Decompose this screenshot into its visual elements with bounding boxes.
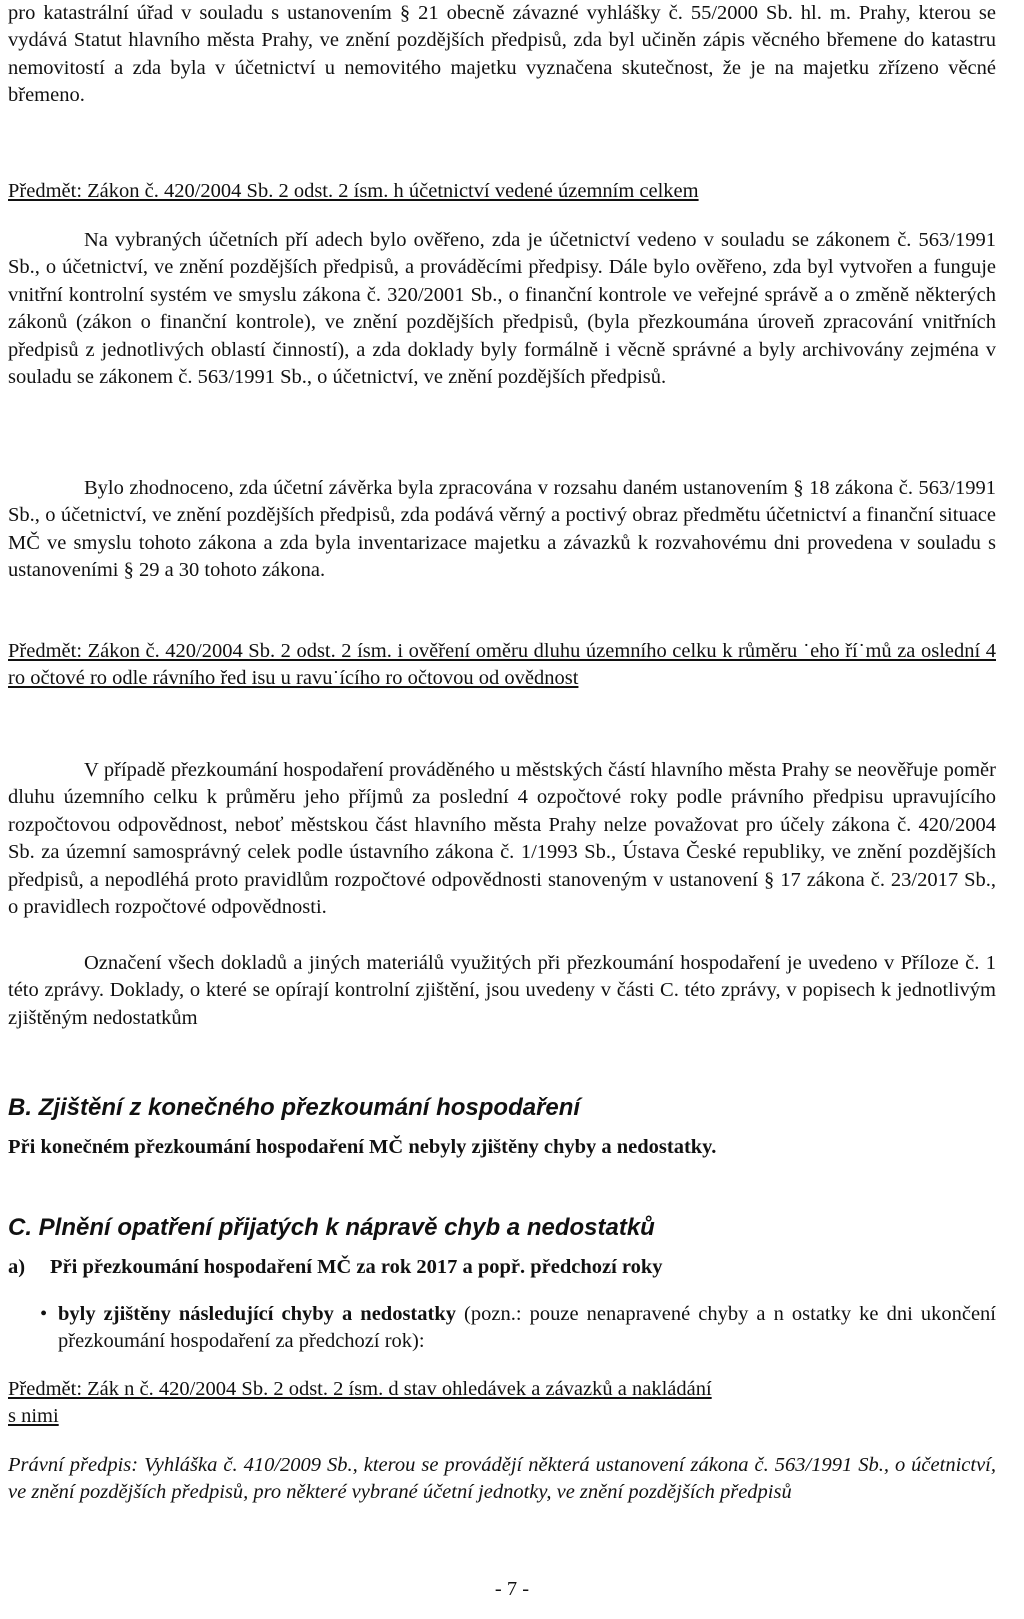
subject-h-text: Předmět: Zákon č. 420/2004 Sb. 2 odst. 2 ísm. h účetnictví vedené územním celkem xyxy=(8,180,699,202)
bullet-dot: • xyxy=(40,1303,48,1325)
legal-basis: Právní předpis: Vyhláška č. 410/2009 Sb., kterou se provádějí některá ustanovení zákona č. 563/1991 Sb., o účetnictví, ve znění pozdějších předpisů, pro některé vybrané účetní jednotky, ve znění pozdějších předpisů xyxy=(8,1454,996,1504)
paragraph-financial-statement: Bylo zhodnoceno, zda účetní závěrka byla zpracována v rozsahu daném ustanovením § 18 zákona č. 563/1991 Sb., o účetnictví, ve znění pozdějších předpisů, zda podává věrný a poctivý obraz předmětu účetnictví a finanční situace MČ ve smyslu tohoto zákona a zda byla inventarizace majetku a závazků k rozvahovému dni provedena v souladu s ustanoveními § 29 a 30 tohoto zákona. xyxy=(8,477,996,582)
section-heading-c: C. Plnění opatření přijatých k nápravě chyb a nedostatků xyxy=(8,1214,655,1241)
subject-i: Předmět: Zákon č. 420/2004 Sb. 2 odst. 2 ísm. i ověření oměru dluhu územního celku k růměru ˙eho ří˙mů za oslední 4 ro očtové ro odle rávního řed isu u ravu˙ícího ro očtovou od ovědnost xyxy=(8,640,996,690)
page-number: - 7 - xyxy=(494,1578,530,1600)
paragraph-documents: Označení všech dokladů a jiných materiálů využitých při přezkoumání hospodaření je uvedeno v Příloze č. 1 této zprávy. Doklady, o které se opírají kontrolní zjištění, jsou uvedeny v části C. této zprávy, v popisech k jednotlivým zjištěným nedostatkům xyxy=(8,952,996,1029)
bullet-item xyxy=(8,1301,996,1356)
item-a-label: a) xyxy=(8,1256,26,1278)
item-a xyxy=(8,1254,996,1281)
bullet-bold-text: byly zjištěny následující chyby a nedostatky xyxy=(58,1303,456,1325)
subject-d-continued: s nimi xyxy=(8,1405,59,1428)
finding-b: Při konečném přezkoumání hospodaření MČ nebyly zjištěny chyby a nedostatky. xyxy=(8,1136,717,1158)
subject-d-text: Předmět: Zák n č. 420/2004 Sb. 2 odst. 2 ísm. d stav ohledávek a závazků a nakládání xyxy=(8,1378,712,1400)
subject-h xyxy=(8,178,996,205)
subject-d xyxy=(8,1376,996,1431)
item-a-text: Při přezkoumání hospodaření MČ za rok 2017 a popř. předchozí roky xyxy=(50,1256,663,1278)
paragraph-debt-ratio: V případě přezkoumání hospodaření prováděného u městských částí hlavního města Prahy se neověřuje poměr dluhu územního celku k průměru jeho příjmů za poslední 4 ozpočtové roky podle právního předpisu upravujícího rozpočtovou odpovědnost, neboť městskou část hlavního města Prahy nelze považovat pro účely zákona č. 420/2004 Sb. za územní samosprávný celek podle ústavního zákona č. 1/1993 Sb., Ústava České republiky, ve znění pozdějších předpisů, a nepodléhá proto pravidlům rozpočtové odpovědnosti stanoveným v ustanovení § 17 zákona č. 23/2017 Sb., o pravidlech rozpočtové odpovědnosti. xyxy=(8,759,996,919)
paragraph-accounting: Na vybraných účetních pří adech bylo ověřeno, zda je účetnictví vedeno v souladu se zákonem č. 563/1991 Sb., o účetnictví, ve znění pozdějších předpisů, a prováděcími předpisy. Dále bylo ověřeno, zda byl vytvořen a funguje vnitřní kontrolní systém ve smyslu zákona č. 320/2001 Sb., o finanční kontrole ve veřejné správě a o změně některých zákonů (zákon o finanční kontrole), ve znění pozdějších předpisů, (byla přezkoumána úroveň zpracování vnitřních předpisů z jednotlivých oblastí činností), a zda doklady byly formálně i věcně správné a byly archivovány zejména v souladu se zákonem č. 563/1991 Sb., o účetnictví, ve znění pozdějších předpisů. xyxy=(8,229,996,389)
bullet-text xyxy=(58,1301,996,1356)
bullet-rest-text: (pozn.: pouze nenapravené chyby a n ostatky ke dni ukončení přezkoumání hospodaření za předchozí rok): xyxy=(58,1303,996,1353)
intro-paragraph: pro katastrální úřad v souladu s ustanovením § 21 obecně závazné vyhlášky č. 55/2000 Sb. hl. m. Prahy, kterou se vydává Statut hlavního města Prahy, ve znění pozdějších předpisů, zda byl učiněn zápis věcného břemene do katastru nemovitostí a zda byla v účetnictví u nemovitého majetku vyznačena skutečnost, že je na majetku zřízeno věcné břemeno. xyxy=(8,2,996,107)
section-heading-b: B. Zjištění z konečného přezkoumání hospodaření xyxy=(8,1094,581,1121)
